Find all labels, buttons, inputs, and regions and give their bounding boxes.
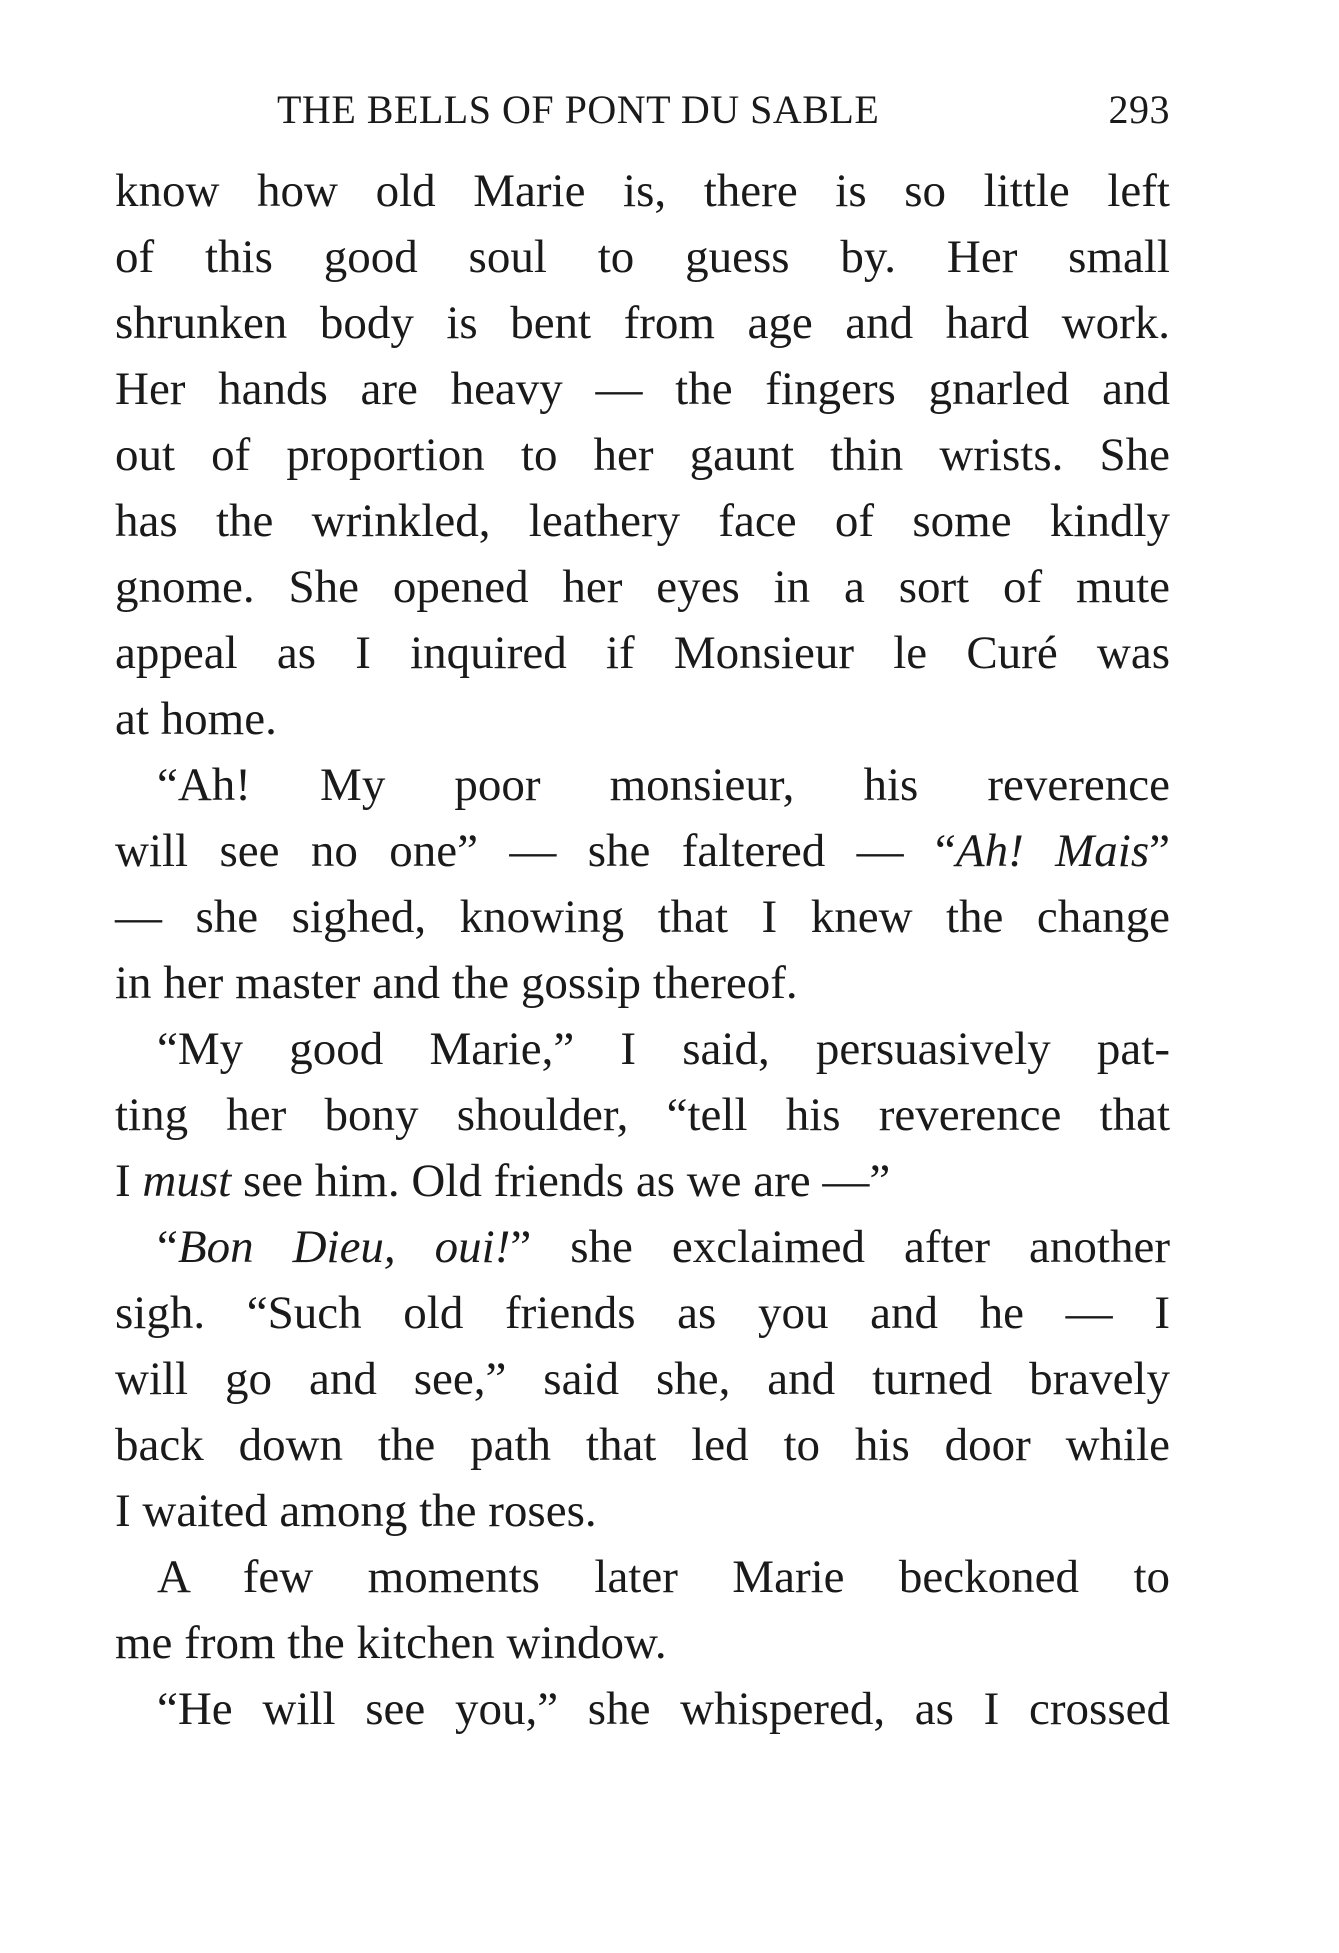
text-line: A few moments later Marie beckoned to <box>157 1551 1170 1603</box>
text-line: appeal as I inquired if Monsieur le Curé was <box>115 627 1170 679</box>
italic-run: Ah! Mais <box>955 825 1150 877</box>
text-line: sigh. “Such old friends as you and he — I <box>115 1287 1170 1339</box>
text-run: “ <box>157 1221 178 1273</box>
running-title: THE BELLS OF PONT DU SABLE <box>277 87 880 132</box>
text-line: — she sighed, knowing that I knew the change <box>115 891 1170 943</box>
text-run: see him. Old friends as we are —” <box>231 1155 891 1207</box>
text-line: “Ah! My poor monsieur, his reverence <box>157 759 1170 811</box>
text-line: gnome. She opened her eyes in a sort of mute <box>115 561 1170 613</box>
text-line: “My good Marie,” I said, persuasively pat- <box>157 1023 1170 1075</box>
text-line: at home. <box>115 693 277 745</box>
text-line: back down the path that led to his door while <box>115 1419 1170 1471</box>
body-text <box>115 158 1170 1742</box>
text-run: ” <box>1149 825 1170 877</box>
text-line: will go and see,” said she, and turned bravely <box>115 1353 1170 1405</box>
text-line: “He will see you,” she whispered, as I crossed <box>157 1683 1170 1735</box>
text-line: I waited among the roses. <box>115 1485 597 1537</box>
text-line: out of proportion to her gaunt thin wrists. She <box>115 429 1170 481</box>
italic-run: Bon Dieu, oui! <box>177 1221 511 1273</box>
text-run: will see no one” — she faltered — “ <box>115 825 956 877</box>
text-line <box>115 1148 1170 1214</box>
text-line <box>115 818 1170 884</box>
italic-run: must <box>142 1155 232 1207</box>
text-line: ting her bony shoulder, “tell his reverence that <box>115 1089 1170 1141</box>
text-line: has the wrinkled, leathery face of some kindly <box>115 495 1170 547</box>
text-run: I <box>115 1155 143 1207</box>
running-head <box>115 86 1170 146</box>
text-line: Her hands are heavy — the fingers gnarled and <box>115 363 1170 415</box>
text-line: shrunken body is bent from age and hard work. <box>115 297 1170 349</box>
text-line: in her master and the gossip thereof. <box>115 957 798 1009</box>
page-number: 293 <box>1108 87 1170 132</box>
text-line: of this good soul to guess by. Her small <box>115 231 1170 283</box>
text-line <box>115 1214 1170 1280</box>
text-run: ” she exclaimed after another <box>510 1221 1170 1273</box>
text-line: me from the kitchen window. <box>115 1617 667 1669</box>
text-line: know how old Marie is, there is so little left <box>115 165 1170 217</box>
